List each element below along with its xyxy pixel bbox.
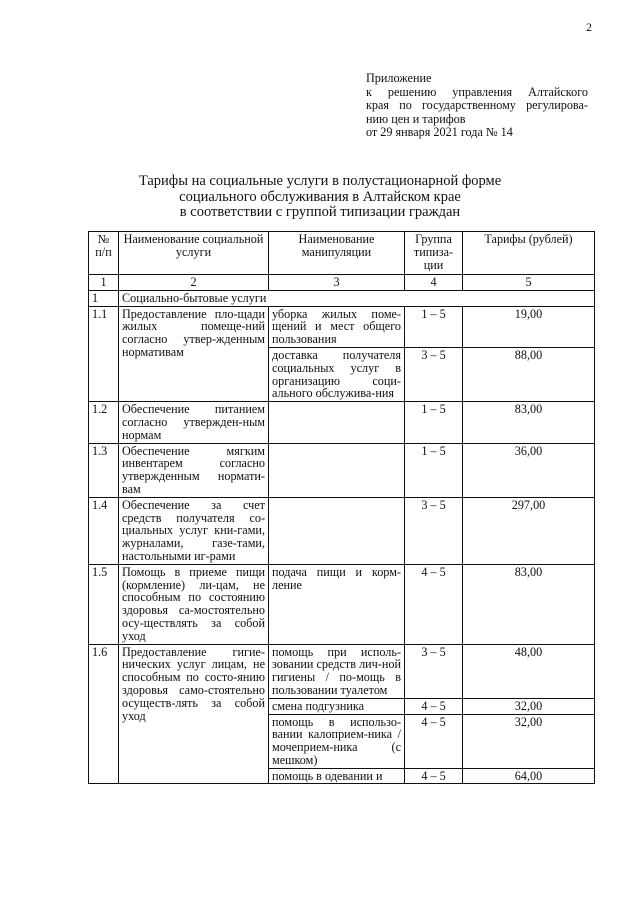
section-number: 1 [89, 290, 119, 306]
column-number-cell: 3 [269, 275, 405, 291]
manipulation-name: смена подгузника [269, 698, 405, 714]
table-row [89, 644, 595, 698]
tariff-value: 48,00 [463, 644, 595, 698]
typing-group: 1 – 5 [405, 306, 463, 347]
service-name: Обеспечение за счет средств получателя со-циальных услуг кни-гами, журналами, газе-тами, настольными иг-рами [119, 497, 269, 564]
section-title: Социально-бытовые услуги [119, 290, 595, 306]
table-row [89, 564, 595, 644]
tariff-value: 32,00 [463, 714, 595, 768]
row-number: 1.1 [89, 306, 119, 402]
table-row [89, 306, 595, 347]
header-cell: Наименование манипуляции [269, 232, 405, 275]
manipulation-name [269, 497, 405, 564]
table-row [89, 443, 595, 497]
header-cell: Группа типиза-ции [405, 232, 463, 275]
tariff-value: 297,00 [463, 497, 595, 564]
title-line: Тарифы на социальные услуги в полустационарной форме [138, 173, 502, 189]
manipulation-name [269, 402, 405, 443]
table-row [89, 402, 595, 443]
typing-group: 4 – 5 [405, 564, 463, 644]
appendix-line: Приложение [366, 71, 432, 85]
section-row [89, 290, 595, 306]
appendix-line: к решению управления Алтайского [366, 84, 588, 99]
header-cell: Наименование социальной услуги [119, 232, 269, 275]
title-line: в соответствии с группой типизации граждан [179, 204, 461, 220]
page-number: 2 [586, 20, 592, 34]
appendix-line: края по государственному регулирова- [366, 98, 588, 112]
typing-group: 1 – 5 [405, 402, 463, 443]
manipulation-name: помощь при исполь-зовании средств лич-ной гигиены / по-мощь в пользовании туалетом [269, 644, 405, 698]
row-number: 1.6 [89, 644, 119, 784]
tariff-value: 19,00 [463, 306, 595, 347]
tariff-value: 83,00 [463, 402, 595, 443]
header-cell: Тарифы (рублей) [463, 232, 595, 275]
typing-group: 4 – 5 [405, 698, 463, 714]
title-line: социального обслуживания в Алтайском крае [179, 188, 461, 205]
column-number-row [89, 275, 595, 291]
tariff-value: 88,00 [463, 347, 595, 401]
service-name: Помощь в приеме пищи (кормление) ли-цам, не способным по состоянию здоровья са-мостоятельно осу-ществлять за собой уход [119, 564, 269, 644]
manipulation-name: подача пищи и корм-ление [269, 564, 405, 644]
typing-group: 3 – 5 [405, 644, 463, 698]
service-name: Обеспечение питанием согласно утвержден-ным нормам [119, 402, 269, 443]
appendix-block [366, 72, 588, 140]
row-number: 1.4 [89, 497, 119, 564]
appendix-line: нию цен и тарифов [366, 111, 466, 126]
column-number-cell: 2 [119, 275, 269, 291]
header-cell: № п/п [89, 232, 119, 275]
typing-group: 4 – 5 [405, 768, 463, 784]
manipulation-name [269, 443, 405, 497]
service-name: Обеспечение мягким инвентарем согласно утвержденным нормати-вам [119, 443, 269, 497]
manipulation-name: помощь в одевании и [269, 768, 405, 784]
typing-group: 4 – 5 [405, 714, 463, 768]
tariff-value: 64,00 [463, 768, 595, 784]
tariff-value: 32,00 [463, 698, 595, 714]
manipulation-name: доставка получателя социальных услуг в организацию соци-ального обслужива-ния [269, 347, 405, 401]
typing-group: 3 – 5 [405, 497, 463, 564]
appendix-line: от 29 января 2021 года № 14 [366, 125, 513, 139]
typing-group: 3 – 5 [405, 347, 463, 401]
service-name: Предоставление пло-щади жилых помеще-ний согласно утвер-жденным нормативам [119, 306, 269, 402]
column-number-cell: 5 [463, 275, 595, 291]
column-number-cell: 4 [405, 275, 463, 291]
typing-group: 1 – 5 [405, 443, 463, 497]
tariff-value: 83,00 [463, 564, 595, 644]
row-number: 1.5 [89, 564, 119, 644]
document-title [90, 174, 550, 221]
table-header-row [89, 232, 595, 275]
manipulation-name: помощь в использо-вании калоприем-ника / мочеприем-ника (с мешком) [269, 714, 405, 768]
tariffs-table [88, 231, 595, 784]
manipulation-name: уборка жилых поме-щений и мест общего пользования [269, 306, 405, 347]
tariff-value: 36,00 [463, 443, 595, 497]
table-row [89, 497, 595, 564]
row-number: 1.2 [89, 402, 119, 443]
column-number-cell: 1 [89, 275, 119, 291]
row-number: 1.3 [89, 443, 119, 497]
service-name: Предоставление гигие-нических услуг лицам, не способным по состо-янию здоровья само-стоятельно осуществ-лять за собой уход [119, 644, 269, 784]
